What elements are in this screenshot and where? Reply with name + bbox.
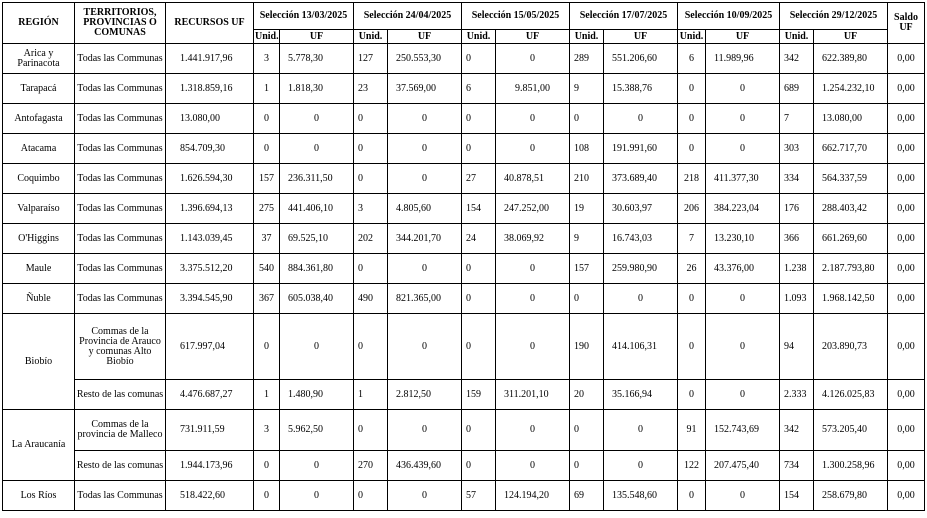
uf-cell: 43.376,00 — [706, 254, 780, 284]
uf-cell: 0 — [604, 284, 678, 314]
territorio-cell: Todas las Communas — [75, 44, 166, 74]
uf-cell: 0 — [388, 104, 462, 134]
header-seleccion-2: Selección 24/04/2025 — [354, 3, 462, 30]
header-unid: Unid. — [255, 30, 279, 42]
table-row — [3, 380, 925, 410]
territorio-cell: Commas de la Provincia de Arauco y comunas Alto Biobío — [75, 314, 166, 380]
unid-cell: 9 — [570, 224, 604, 254]
region-cell: Valparaíso — [3, 194, 75, 224]
header-uf: UF — [496, 30, 570, 44]
table-row — [3, 134, 925, 164]
unid-cell: 0 — [570, 410, 604, 451]
header-unid: Unid. — [780, 30, 814, 44]
uf-cell: 5.962,50 — [280, 410, 354, 451]
saldo-cell: 0,00 — [888, 410, 925, 451]
uf-cell: 13.230,10 — [706, 224, 780, 254]
unid-cell: 0 — [462, 451, 496, 481]
uf-cell: 1.300.258,96 — [814, 451, 888, 481]
header-seleccion-5: Selección 10/09/2025 — [678, 3, 780, 30]
uf-cell: 9.851,00 — [496, 74, 570, 104]
unid-cell: 157 — [254, 164, 280, 194]
uf-cell: 821.365,00 — [388, 284, 462, 314]
unid-cell: 3 — [254, 44, 280, 74]
unid-cell: 289 — [570, 44, 604, 74]
uf-cell: 203.890,73 — [814, 314, 888, 380]
unid-cell: 0 — [354, 104, 388, 134]
unid-cell: 0 — [354, 164, 388, 194]
unid-cell: 0 — [678, 134, 706, 164]
unid-cell: 0 — [354, 481, 388, 511]
uf-cell: 0 — [706, 481, 780, 511]
uf-cell: 40.878,51 — [496, 164, 570, 194]
uf-cell: 0 — [604, 104, 678, 134]
uf-cell: 124.194,20 — [496, 481, 570, 511]
saldo-cell: 0,00 — [888, 164, 925, 194]
region-cell: Atacama — [3, 134, 75, 164]
region-cell: Maule — [3, 254, 75, 284]
unid-cell: 23 — [354, 74, 388, 104]
uf-cell: 0 — [280, 481, 354, 511]
unid-cell: 334 — [780, 164, 814, 194]
header-seleccion-4: Selección 17/07/2025 — [570, 3, 678, 30]
uf-cell: 0 — [388, 134, 462, 164]
header-uf: UF — [706, 30, 780, 44]
table-row — [3, 284, 925, 314]
unid-cell: 734 — [780, 451, 814, 481]
uf-cell: 0 — [706, 104, 780, 134]
territorio-cell: Resto de las comunas — [75, 380, 166, 410]
unid-cell: 27 — [462, 164, 496, 194]
region-cell: Tarapacá — [3, 74, 75, 104]
unid-cell: 0 — [462, 44, 496, 74]
unid-cell: 0 — [678, 481, 706, 511]
recursos-cell: 731.911,59 — [166, 410, 254, 451]
header-territorios: TERRITORIOS, PROVINCIAS O COMUNAS — [75, 3, 166, 44]
uf-cell: 0 — [496, 254, 570, 284]
saldo-cell: 0,00 — [888, 44, 925, 74]
saldo-cell: 0,00 — [888, 74, 925, 104]
uf-cell: 373.689,40 — [604, 164, 678, 194]
unid-cell: 159 — [462, 380, 496, 410]
uf-cell: 0 — [706, 74, 780, 104]
header-unid: Unid. — [462, 30, 496, 44]
uf-cell: 4.805,60 — [388, 194, 462, 224]
uf-cell: 551.206,60 — [604, 44, 678, 74]
uf-cell: 0 — [496, 451, 570, 481]
territorio-cell: Todas las Communas — [75, 224, 166, 254]
unid-cell: 0 — [462, 104, 496, 134]
unid-cell: 0 — [254, 134, 280, 164]
region-cell: Arica y Parinacota — [3, 44, 75, 74]
recursos-cell: 1.626.594,30 — [166, 164, 254, 194]
uf-cell: 622.389,80 — [814, 44, 888, 74]
unid-cell: 689 — [780, 74, 814, 104]
uf-cell: 0 — [706, 314, 780, 380]
uf-cell: 0 — [604, 410, 678, 451]
unid-cell: 0 — [354, 254, 388, 284]
uf-cell: 15.388,76 — [604, 74, 678, 104]
unid-cell: 342 — [780, 44, 814, 74]
uf-cell: 0 — [496, 44, 570, 74]
unid-cell: 0 — [354, 410, 388, 451]
saldo-cell: 0,00 — [888, 134, 925, 164]
table-row — [3, 451, 925, 481]
unid-cell: 367 — [254, 284, 280, 314]
region-cell: Ñuble — [3, 284, 75, 314]
unid-cell: 0 — [678, 314, 706, 380]
territorio-cell: Todas las Communas — [75, 164, 166, 194]
unid-cell: 127 — [354, 44, 388, 74]
header-uf: UF — [388, 30, 462, 44]
unid-cell: 0 — [462, 410, 496, 451]
unid-cell: 3 — [254, 410, 280, 451]
uf-cell: 0 — [496, 410, 570, 451]
uf-cell: 661.269,60 — [814, 224, 888, 254]
uf-cell: 0 — [388, 481, 462, 511]
table-row — [3, 254, 925, 284]
recursos-cell: 1.318.859,16 — [166, 74, 254, 104]
territorio-cell: Todas las Communas — [75, 74, 166, 104]
header-recursos: RECURSOS UF — [166, 3, 254, 44]
uf-cell: 884.361,80 — [280, 254, 354, 284]
uf-cell: 207.475,40 — [706, 451, 780, 481]
unid-cell: 176 — [780, 194, 814, 224]
unid-cell: 270 — [354, 451, 388, 481]
unid-cell: 210 — [570, 164, 604, 194]
uf-cell: 11.989,96 — [706, 44, 780, 74]
uf-cell: 0 — [280, 104, 354, 134]
recursos-cell: 3.375.512,20 — [166, 254, 254, 284]
saldo-cell: 0,00 — [888, 194, 925, 224]
uf-cell: 69.525,10 — [280, 224, 354, 254]
unid-cell: 3 — [354, 194, 388, 224]
uf-cell: 0 — [496, 284, 570, 314]
unid-cell: 218 — [678, 164, 706, 194]
unid-cell: 0 — [678, 104, 706, 134]
unid-cell: 154 — [780, 481, 814, 511]
uf-cell: 135.548,60 — [604, 481, 678, 511]
unid-cell: 275 — [254, 194, 280, 224]
saldo-cell: 0,00 — [888, 224, 925, 254]
unid-cell: 0 — [254, 481, 280, 511]
uf-cell: 2.812,50 — [388, 380, 462, 410]
header-unid: Unid. — [678, 30, 706, 44]
unid-cell: 0 — [254, 314, 280, 380]
unid-cell: 1.093 — [780, 284, 814, 314]
territorio-cell: Todas las Communas — [75, 481, 166, 511]
recursos-cell: 4.476.687,27 — [166, 380, 254, 410]
unid-cell: 108 — [570, 134, 604, 164]
unid-cell: 2.333 — [780, 380, 814, 410]
unid-cell: 190 — [570, 314, 604, 380]
unid-cell: 154 — [462, 194, 496, 224]
uf-cell: 311.201,10 — [496, 380, 570, 410]
unid-cell: 0 — [462, 314, 496, 380]
recursos-cell: 3.394.545,90 — [166, 284, 254, 314]
header-seleccion-6: Selección 29/12/2025 — [780, 3, 888, 30]
unid-cell: 24 — [462, 224, 496, 254]
region-cell: Antofagasta — [3, 104, 75, 134]
uf-cell: 436.439,60 — [388, 451, 462, 481]
recursos-cell: 518.422,60 — [166, 481, 254, 511]
uf-cell: 258.679,80 — [814, 481, 888, 511]
unid-cell: 303 — [780, 134, 814, 164]
uf-cell: 37.569,00 — [388, 74, 462, 104]
table-row — [3, 194, 925, 224]
territorio-cell: Todas las Communas — [75, 134, 166, 164]
uf-cell: 564.337,59 — [814, 164, 888, 194]
uf-cell: 259.980,90 — [604, 254, 678, 284]
uf-cell: 4.126.025,83 — [814, 380, 888, 410]
territorio-cell: Todas las Communas — [75, 104, 166, 134]
header-region: REGIÓN — [3, 3, 75, 44]
header-seleccion-3: Selección 15/05/2025 — [462, 3, 570, 30]
unid-cell: 26 — [678, 254, 706, 284]
unid-cell: 37 — [254, 224, 280, 254]
unid-cell: 366 — [780, 224, 814, 254]
header-uf: UF — [280, 30, 354, 44]
unid-cell: 0 — [462, 284, 496, 314]
uf-cell: 0 — [496, 104, 570, 134]
unid-cell: 0 — [678, 380, 706, 410]
table-row — [3, 104, 925, 134]
unid-cell: 342 — [780, 410, 814, 451]
uf-cell: 573.205,40 — [814, 410, 888, 451]
unid-cell: 0 — [462, 254, 496, 284]
region-cell: Los Ríos — [3, 481, 75, 511]
uf-cell: 5.778,30 — [280, 44, 354, 74]
unid-cell: 157 — [570, 254, 604, 284]
uf-cell: 384.223,04 — [706, 194, 780, 224]
unid-cell: 94 — [780, 314, 814, 380]
region-cell: Coquimbo — [3, 164, 75, 194]
unid-cell: 0 — [254, 451, 280, 481]
territorio-cell: Todas las Communas — [75, 254, 166, 284]
unid-cell: 0 — [354, 134, 388, 164]
uf-cell: 30.603,97 — [604, 194, 678, 224]
uf-cell: 2.187.793,80 — [814, 254, 888, 284]
unid-cell: 1 — [354, 380, 388, 410]
uf-cell: 236.311,50 — [280, 164, 354, 194]
unid-cell: 57 — [462, 481, 496, 511]
uf-cell: 1.818,30 — [280, 74, 354, 104]
unid-cell: 7 — [780, 104, 814, 134]
saldo-cell: 0,00 — [888, 380, 925, 410]
uf-cell: 344.201,70 — [388, 224, 462, 254]
recursos-cell: 13.080,00 — [166, 104, 254, 134]
saldo-cell: 0,00 — [888, 284, 925, 314]
unid-cell: 91 — [678, 410, 706, 451]
header-saldo: Saldo UF — [888, 3, 925, 44]
header-uf: UF — [604, 30, 678, 44]
unid-cell: 6 — [678, 44, 706, 74]
saldo-cell: 0,00 — [888, 481, 925, 511]
uf-cell: 411.377,30 — [706, 164, 780, 194]
unid-cell: 490 — [354, 284, 388, 314]
unid-cell: 0 — [254, 104, 280, 134]
table-row — [3, 44, 925, 74]
table-row — [3, 314, 925, 380]
unid-cell: 19 — [570, 194, 604, 224]
uf-cell: 0 — [496, 314, 570, 380]
uf-cell: 0 — [706, 134, 780, 164]
territorio-cell: Resto de las comunas — [75, 451, 166, 481]
recursos-cell: 1.396.694,13 — [166, 194, 254, 224]
territorio-cell: Commas de la provincia de Malleco — [75, 410, 166, 451]
unid-cell: 9 — [570, 74, 604, 104]
region-cell: Biobío — [3, 314, 75, 410]
uf-cell: 0 — [388, 254, 462, 284]
recursos-cell: 854.709,30 — [166, 134, 254, 164]
uf-cell: 662.717,70 — [814, 134, 888, 164]
recursos-cell: 1.441.917,96 — [166, 44, 254, 74]
uf-cell: 605.038,40 — [280, 284, 354, 314]
recursos-cell: 1.143.039,45 — [166, 224, 254, 254]
uf-cell: 0 — [604, 451, 678, 481]
header-unid: Unid. — [570, 30, 604, 44]
uf-cell: 0 — [280, 134, 354, 164]
header-uf: UF — [814, 30, 888, 44]
unid-cell: 1.238 — [780, 254, 814, 284]
uf-cell: 38.069,92 — [496, 224, 570, 254]
uf-cell: 0 — [388, 314, 462, 380]
region-cell: La Araucanía — [3, 410, 75, 481]
uf-cell: 288.403,42 — [814, 194, 888, 224]
saldo-cell: 0,00 — [888, 314, 925, 380]
recursos-cell: 1.944.173,96 — [166, 451, 254, 481]
saldo-cell: 0,00 — [888, 104, 925, 134]
unid-cell: 0 — [570, 104, 604, 134]
territorio-cell: Todas las Communas — [75, 194, 166, 224]
table-row — [3, 74, 925, 104]
recursos-cell: 617.997,04 — [166, 314, 254, 380]
uf-cell: 250.553,30 — [388, 44, 462, 74]
unid-cell: 0 — [462, 134, 496, 164]
unid-cell: 7 — [678, 224, 706, 254]
unid-cell: 69 — [570, 481, 604, 511]
unid-cell: 1 — [254, 74, 280, 104]
unid-cell: 122 — [678, 451, 706, 481]
uf-cell: 152.743,69 — [706, 410, 780, 451]
unid-cell: 0 — [570, 284, 604, 314]
saldo-cell: 0,00 — [888, 254, 925, 284]
unid-cell: 1 — [254, 380, 280, 410]
table-row — [3, 224, 925, 254]
uf-cell: 0 — [388, 164, 462, 194]
saldo-cell: 0,00 — [888, 451, 925, 481]
table-row — [3, 481, 925, 511]
uf-cell: 13.080,00 — [814, 104, 888, 134]
uf-cell: 191.991,60 — [604, 134, 678, 164]
header-seleccion-1: Selección 13/03/2025 — [254, 3, 354, 30]
uf-cell: 441.406,10 — [280, 194, 354, 224]
unid-cell: 206 — [678, 194, 706, 224]
uf-cell: 1.480,90 — [280, 380, 354, 410]
unid-cell: 202 — [354, 224, 388, 254]
uf-cell: 0 — [706, 284, 780, 314]
uf-cell: 0 — [496, 134, 570, 164]
unid-cell: 0 — [678, 74, 706, 104]
uf-cell: 1.254.232,10 — [814, 74, 888, 104]
unid-cell: 0 — [354, 314, 388, 380]
uf-cell: 0 — [280, 314, 354, 380]
table-row — [3, 410, 925, 451]
header-unid: Unid. — [354, 30, 388, 44]
unid-cell: 0 — [678, 284, 706, 314]
uf-cell: 0 — [388, 410, 462, 451]
uf-cell: 0 — [280, 451, 354, 481]
unid-cell: 540 — [254, 254, 280, 284]
uf-cell: 414.106,31 — [604, 314, 678, 380]
uf-cell: 16.743,03 — [604, 224, 678, 254]
uf-cell: 247.252,00 — [496, 194, 570, 224]
uf-cell: 0 — [706, 380, 780, 410]
region-cell: O'Higgins — [3, 224, 75, 254]
uf-cell: 35.166,94 — [604, 380, 678, 410]
unid-cell: 20 — [570, 380, 604, 410]
unid-cell: 6 — [462, 74, 496, 104]
regions-allocation-table — [2, 2, 925, 511]
uf-cell: 1.968.142,50 — [814, 284, 888, 314]
unid-cell: 0 — [570, 451, 604, 481]
table-row — [3, 164, 925, 194]
territorio-cell: Todas las Communas — [75, 284, 166, 314]
